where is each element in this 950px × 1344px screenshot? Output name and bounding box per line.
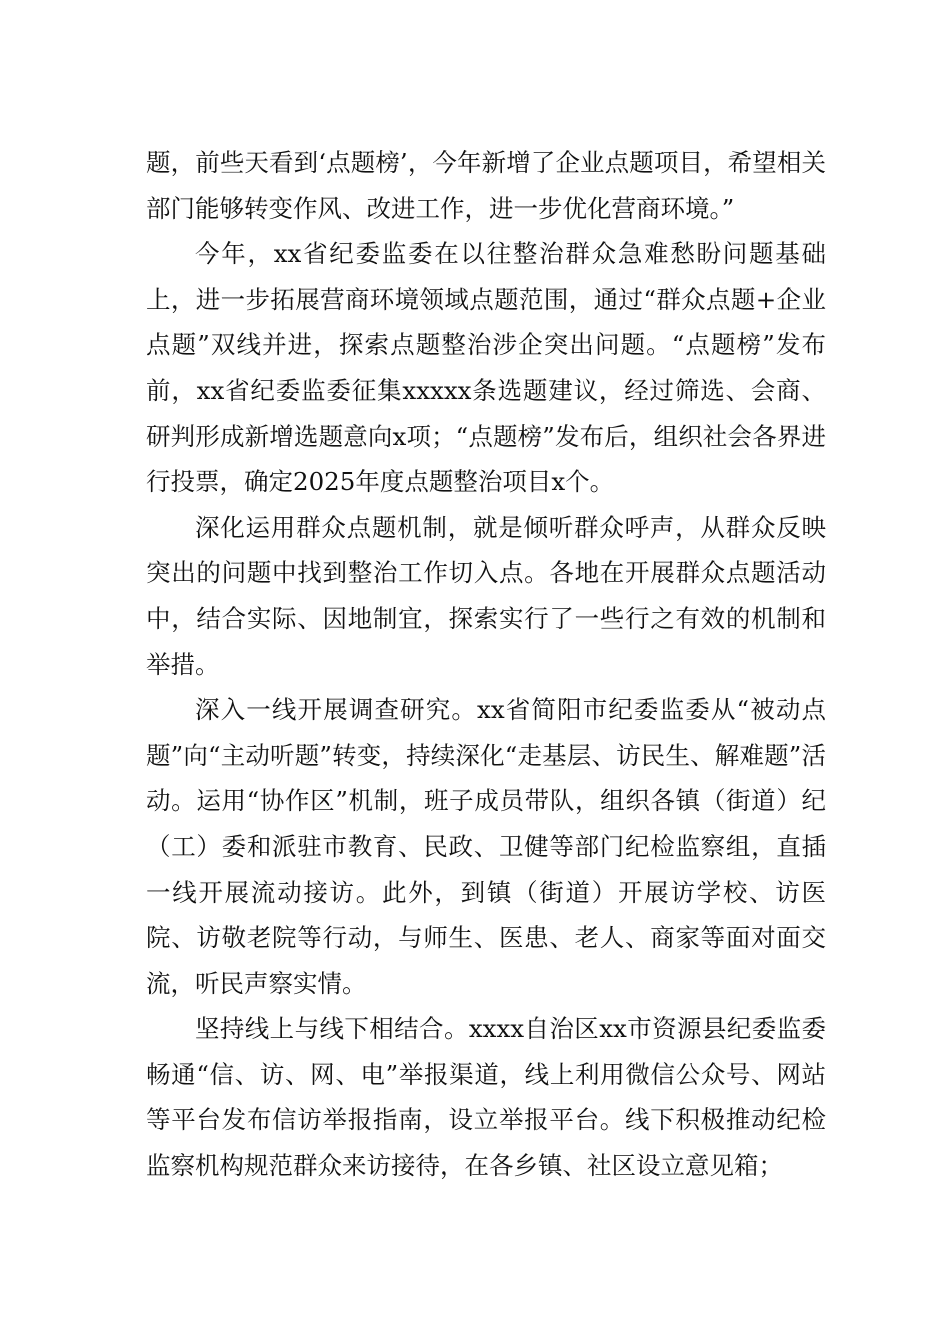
paragraph-continuation: 题，前些天看到‘点题榜’，今年新增了企业点题项目，希望相关部门能够转变作风、改进工作，进一步优化营商环境。” [146, 148, 826, 223]
paragraph-mechanism-overview: 深化运用群众点题机制，就是倾听群众呼声，从群众反映突出的问题中找到整治工作切入点。各地在开展群众点题活动中，结合实际、因地制宜，探索实行了一些行之有效的机制和举措。 [146, 512, 826, 679]
paragraph-online-offline: 坚持线上与线下相结合。xxxx自治区xx市资源县纪委监委畅通“信、访、网、电”举报渠道，线上利用微信公众号、网站等平台发布信访举报指南，设立举报平台。线下积极推动纪检监察机构规范群众来访接待，在各乡镇、社区设立意见箱； [146, 1014, 826, 1181]
document-body [146, 140, 826, 1189]
paragraph-province-initiative: 今年，xx省纪委监委在以往整治群众急难愁盼问题基础上，进一步拓展营商环境领域点题范围，通过“群众点题+企业点题”双线并进，探索点题整治涉企突出问题。“点题榜”发布前，xx省纪委监委征集xxxxx条选题建议，经过筛选、会商、研判形成新增选题意向x项；“点题榜”发布后，组织社会各界进行投票，确定2025年度点题整治项目x个。 [146, 239, 826, 497]
paragraph-field-research: 深入一线开展调查研究。xx省简阳市纪委监委从“被动点题”向“主动听题”转变，持续深化“走基层、访民生、解难题”活动。运用“协作区”机制，班子成员带队，组织各镇（街道）纪（工）委和派驻市教育、民政、卫健等部门纪检监察组，直插一线开展流动接访。此外，到镇（街道）开展访学校、访医院、访敬老院等行动，与师生、医患、老人、商家等面对面交流，听民声察实情。 [146, 695, 826, 998]
